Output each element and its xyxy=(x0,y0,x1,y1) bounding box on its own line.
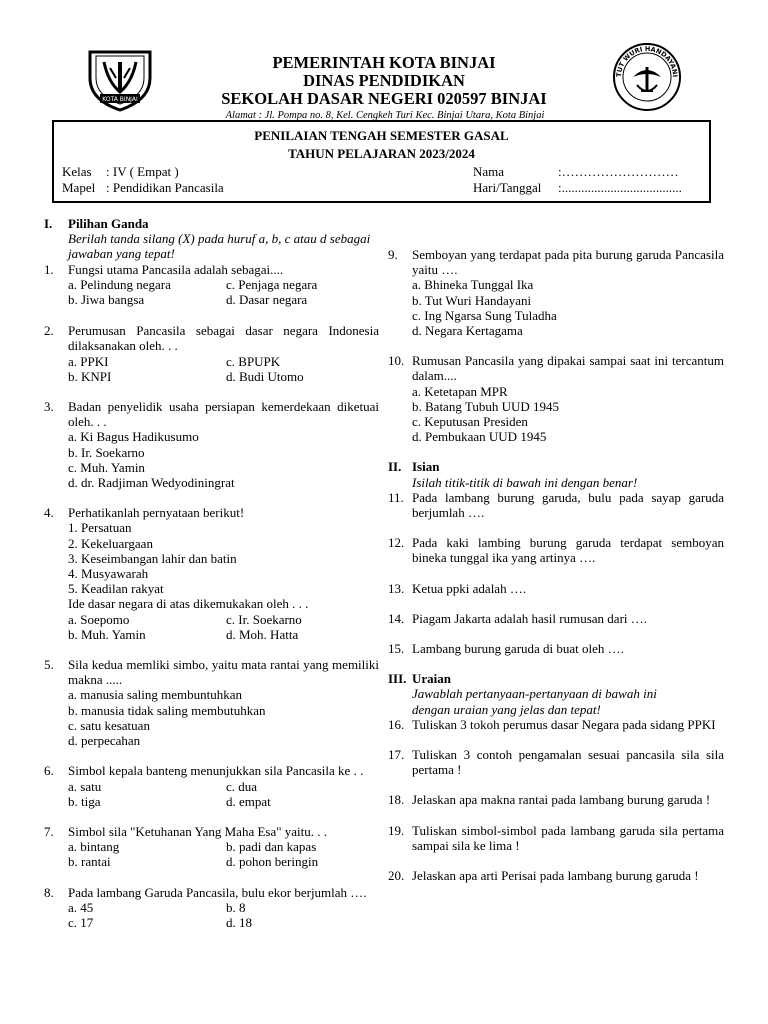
question-text: Sila kedua memliki simbo, yaitu mata rantai yang memiliki makna ..... xyxy=(68,657,379,688)
hari-tanggal-label: Hari/Tanggal xyxy=(473,180,542,195)
question-7: 7. Simbol sila "Ketuhanan Yang Maha Esa" yaitu. . . a. bintang b. padi dan kapas b. rantai d. pohon beringin xyxy=(44,824,379,870)
question-9: 9. Semboyan yang terdapat pada pita burung garuda Pancasila yaitu …. a. Bhineka Tunggal Ika b. Tut Wuri Handayani c. Ing Ngarsa Sung Tuladha d. Negara Kertagama xyxy=(388,247,724,339)
option-a[interactable]: a. Ketetapan MPR xyxy=(412,383,508,399)
exam-info-box xyxy=(52,120,711,203)
option-b[interactable]: b. KNPI xyxy=(68,368,112,384)
option-b[interactable]: b. Ir. Soekarno xyxy=(68,444,145,460)
kota-binjai-logo xyxy=(86,48,154,112)
hari-tanggal-field[interactable]: :..................................... xyxy=(558,180,682,195)
question-18: 18. Jelaskan apa makna rantai pada lambang burung garuda ! xyxy=(388,792,724,807)
header-line-department: DINAS PENDIDIKAN xyxy=(303,71,465,90)
question-10: 10. Rumusan Pancasila yang dipakai sampai saat ini tercantum dalam.... a. Ketetapan MPR b. Batang Tubuh UUD 1945 c. Keputusan Presiden d. Pembukaan UUD 1945 xyxy=(388,353,724,445)
option-c[interactable]: c. Ir. Soekarno xyxy=(226,611,302,627)
question-14: 14. Piagam Jakarta adalah hasil rumusan dari …. xyxy=(388,611,724,626)
question-20: 20. Jelaskan apa arti Perisai pada lambang burung garuda ! xyxy=(388,868,724,883)
option-a[interactable]: a. Pelindung negara xyxy=(68,276,171,292)
school-address: Alamat : Jl. Pompa no. 8, Kel. Cengkeh Turi Kec. Binjai Utara, Kota Binjai xyxy=(225,110,545,121)
option-c[interactable]: c. Muh. Yamin xyxy=(68,459,145,475)
exam-year: TAHUN PELAJARAN 2023/2024 xyxy=(288,146,475,161)
option-b[interactable]: b. Jiwa bangsa xyxy=(68,292,145,308)
question-text: Semboyan yang terdapat pada pita burung garuda Pancasila yaitu …. xyxy=(412,247,724,278)
question-2: 2. Perumusan Pancasila sebagai dasar negara Indonesia dilaksanakan oleh. . . a. PPKI c. BPUPK b. KNPI d. Budi Utomo xyxy=(44,323,379,384)
option-d[interactable]: d. dr. Radjiman Wedyodiningrat xyxy=(68,475,235,491)
question-text: Piagam Jakarta adalah hasil rumusan dari …. xyxy=(412,610,648,626)
option-c[interactable]: c. satu kesatuan xyxy=(68,717,150,733)
option-d[interactable]: d. perpecahan xyxy=(68,733,141,749)
option-d[interactable]: d. Dasar negara xyxy=(226,292,308,308)
question-text: Pada lambang Garuda Pancasila, bulu ekor berjumlah …. xyxy=(68,884,367,900)
question-3: 3. Badan penyelidik usaha persiapan kemerdekaan diketuai oleh. . . a. Ki Bagus Hadikusumo b. Ir. Soekarno c. Muh. Yamin d. dr. Radjiman Wedyodiningrat xyxy=(44,399,379,491)
question-text: Tuliskan 3 tokoh perumus dasar Negara pada sidang PPKI xyxy=(412,716,716,732)
option-b[interactable]: b. Muh. Yamin xyxy=(68,626,146,642)
options xyxy=(68,779,379,809)
question-text: Tuliskan simbol-simbol pada lambang garuda sila pertama sampai sila ke lima ! xyxy=(412,822,724,853)
question-15: 15. Lambang burung garuda di buat oleh …. xyxy=(388,641,724,656)
option-d[interactable]: d. 18 xyxy=(226,914,252,930)
option-a[interactable]: a. PPKI xyxy=(68,353,109,369)
question-16: 16. Tuliskan 3 tokoh perumus dasar Negara pada sidang PPKI xyxy=(388,717,724,732)
question-text: Ketua ppki adalah …. xyxy=(412,580,527,596)
option-c[interactable]: c. 17 xyxy=(68,914,94,930)
logo-left-text: KOTA BINJAI xyxy=(102,96,138,103)
question-text: Tuliskan 3 contoh pengamalan sesuai pancasila sila sila pertama ! xyxy=(412,747,724,778)
exam-title: PENILAIAN TENGAH SEMESTER GASAL xyxy=(254,128,509,143)
left-column xyxy=(44,216,379,945)
option-b[interactable]: b. manusia tidak saling membutuhkan xyxy=(68,702,266,718)
question-text: Perumusan Pancasila sebagai dasar negara Indonesia dilaksanakan oleh. . . xyxy=(68,323,379,354)
option-b[interactable]: b. Tut Wuri Handayani xyxy=(412,292,532,308)
question-11: 11. Pada lambang burung garuda, bulu pada sayap garuda berjumlah …. xyxy=(388,489,724,521)
options xyxy=(68,839,379,869)
option-a[interactable]: a. Bhineka Tunggal Ika xyxy=(412,277,534,293)
question-text: Simbol kepala banteng menunjukkan sila Pancasila ke . . xyxy=(68,763,364,779)
header-line-school: SEKOLAH DASAR NEGERI 020597 BINJAI xyxy=(221,89,547,108)
question-1: 1. Fungsi utama Pancasila adalah sebagai.... a. Pelindung negara c. Penjaga negara b. Jiwa bangsa d. Dasar negara xyxy=(44,262,379,308)
option-a[interactable]: a. bintang xyxy=(68,839,120,855)
section-3-instruction-2: dengan uraian yang jelas dan tepat! xyxy=(412,701,601,717)
section-3-heading: III. Uraian xyxy=(388,671,451,687)
option-c[interactable]: c. dua xyxy=(226,778,258,794)
option-c[interactable]: c. Keputusan Presiden xyxy=(412,414,528,430)
statement-4: 4. Musyawarah xyxy=(68,566,149,582)
question-text: Lambang burung garuda di buat oleh …. xyxy=(412,641,624,657)
logo-right-text: TUT WURI HANDAYANI xyxy=(614,44,680,78)
question-4: 4. Perhatikanlah pernyataan berikut! 1. Persatuan 2. Kekeluargaan 3. Keseimbangan lahir dan batin 4. Musyawarah 5. Keadilan rakyat Ide dasar negara di atas dikemukakan oleh . . . a. Soepomo c. Ir. Soekarno b. Muh. Yamin d. Moh. Hatta xyxy=(44,505,379,642)
statement-2: 2. Kekeluargaan xyxy=(68,535,153,551)
question-text: Rumusan Pancasila yang dipakai sampai saat ini tercantum dalam.... xyxy=(412,353,724,384)
kelas-value: : IV ( Empat ) xyxy=(106,164,179,179)
question-text: Jelaskan apa makna rantai pada lambang burung garuda ! xyxy=(412,792,711,808)
question-text: Jelaskan apa arti Perisai pada lambang burung garuda ! xyxy=(412,868,699,884)
tut-wuri-handayani-logo xyxy=(611,41,683,113)
statement-1: 1. Persatuan xyxy=(68,520,132,536)
option-c[interactable]: c. Penjaga negara xyxy=(226,276,318,292)
option-a[interactable]: a. satu xyxy=(68,778,102,794)
option-d[interactable]: d. Budi Utomo xyxy=(226,368,304,384)
option-a[interactable]: a. 45 xyxy=(68,899,94,915)
options xyxy=(68,277,379,307)
question-19: 19. Tuliskan simbol-simbol pada lambang garuda sila pertama sampai sila ke lima ! xyxy=(388,822,724,853)
header-line-government: PEMERINTAH KOTA BINJAI xyxy=(272,53,496,72)
nama-field[interactable]: :……………………… xyxy=(558,164,679,179)
options xyxy=(68,354,379,384)
question-text: Pada kaki lambing burung garuda terdapat semboyan bineka tunggal ika yang artinya …. xyxy=(412,535,724,566)
question-text: Fungsi utama Pancasila adalah sebagai.... xyxy=(68,261,284,277)
question-12: 12. Pada kaki lambing burung garuda terdapat semboyan bineka tunggal ika yang artinya …. xyxy=(388,535,724,566)
option-d[interactable]: d. Pembukaan UUD 1945 xyxy=(412,429,547,445)
right-column xyxy=(388,247,724,898)
option-c[interactable]: c. BPUPK xyxy=(226,353,281,369)
option-d[interactable]: d. pohon beringin xyxy=(226,854,319,870)
options xyxy=(68,900,379,930)
option-c[interactable]: b. padi dan kapas xyxy=(226,839,317,855)
question-5: 5. Sila kedua memliki simbo, yaitu mata rantai yang memiliki makna ..... a. manusia saling membuntuhkan b. manusia tidak saling membutuhkan c. satu kesatuan d. perpecahan xyxy=(44,657,379,749)
section-2-instruction: Isilah titik-titik di bawah ini dengan benar! xyxy=(412,474,638,490)
question-text: Badan penyelidik usaha persiapan kemerdekaan diketuai oleh. . . xyxy=(68,399,379,430)
nama-label: Nama xyxy=(473,164,505,179)
question-text: Perhatikanlah pernyataan berikut! xyxy=(68,505,245,521)
options xyxy=(68,612,379,642)
option-c[interactable]: c. Ing Ngarsa Sung Tuladha xyxy=(412,307,557,323)
section-1-instruction: Berilah tanda silang (X) pada huruf a, b, c atau d sebagai jawaban yang tepat! xyxy=(68,231,371,262)
option-a[interactable]: a. manusia saling membuntuhkan xyxy=(68,687,243,703)
option-b[interactable]: b. 8 xyxy=(226,899,246,915)
option-a[interactable]: a. Ki Bagus Hadikusumo xyxy=(68,429,199,445)
section-2-heading: II. Isian xyxy=(388,459,440,475)
question-8: 8. Pada lambang Garuda Pancasila, bulu ekor berjumlah …. a. 45 b. 8 c. 17 d. 18 xyxy=(44,885,379,931)
option-d[interactable]: d. Negara Kertagama xyxy=(412,323,523,339)
option-b[interactable]: b. rantai xyxy=(68,854,111,870)
option-a[interactable]: a. Soepomo xyxy=(68,611,130,627)
statement-3: 3. Keseimbangan lahir dan batin xyxy=(68,550,237,566)
question-text: Simbol sila "Ketuhanan Yang Maha Esa" yaitu. . . xyxy=(68,823,328,839)
option-d[interactable]: d. Moh. Hatta xyxy=(226,626,299,642)
section-1-heading: I. Pilihan Ganda xyxy=(44,216,149,231)
question-6: 6. Simbol kepala banteng menunjukkan sila Pancasila ke . . a. satu c. dua b. tiga d. empat xyxy=(44,763,379,809)
question-17: 17. Tuliskan 3 contoh pengamalan sesuai pancasila sila sila pertama ! xyxy=(388,747,724,778)
question-text-2: Ide dasar negara di atas dikemukakan oleh . . . xyxy=(68,596,309,612)
question-text: Pada lambang burung garuda, bulu pada sayap garuda berjumlah …. xyxy=(412,489,724,521)
mapel-label: Mapel xyxy=(62,180,96,195)
mapel-value: : Pendidikan Pancasila xyxy=(106,180,224,195)
section-3-instruction: Jawablah pertanyaan-pertanyaan di bawah ini xyxy=(412,686,657,702)
kelas-label: Kelas xyxy=(62,164,92,179)
option-b[interactable]: b. Batang Tubuh UUD 1945 xyxy=(412,398,559,414)
option-d[interactable]: d. empat xyxy=(226,793,271,809)
option-b[interactable]: b. tiga xyxy=(68,793,101,809)
question-13: 13. Ketua ppki adalah …. xyxy=(388,581,724,596)
statement-5: 5. Keadilan rakyat xyxy=(68,581,164,597)
